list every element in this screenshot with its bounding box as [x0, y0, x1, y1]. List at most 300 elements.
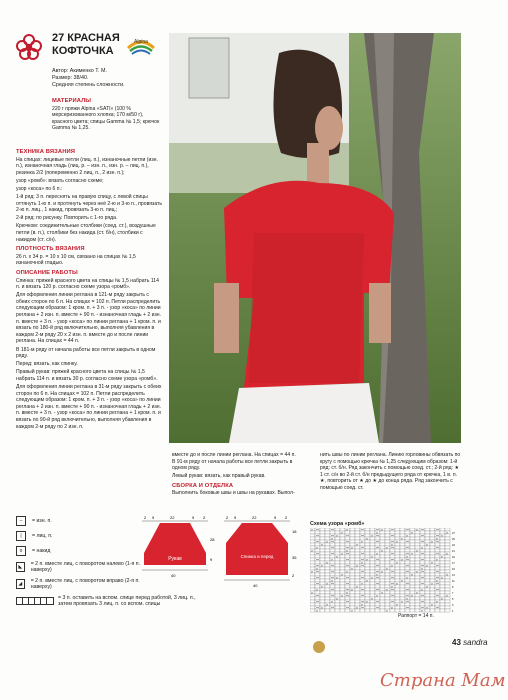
chart-cell [435, 585, 440, 588]
chart-cell [375, 552, 380, 558]
yarnover-mark: o [381, 528, 383, 532]
chart-cell [385, 600, 390, 603]
chart-cell [345, 585, 350, 588]
chart-cell [380, 528, 385, 534]
chart-cell [350, 597, 355, 600]
chart-cell [340, 546, 345, 549]
chart-cell [440, 591, 445, 594]
chart-cell [335, 531, 340, 534]
yarnover-mark: o [381, 570, 383, 574]
chart-cell [360, 582, 365, 588]
chart-cell [425, 555, 430, 558]
row-number: 27 [452, 532, 455, 535]
chart-cell [400, 543, 405, 546]
chart-cell [430, 549, 435, 552]
chart-cell [365, 600, 370, 606]
chart-cell [385, 597, 390, 600]
chart-cell [315, 546, 320, 552]
yarnover-mark: o [311, 570, 313, 574]
chart-cell [400, 564, 405, 567]
legend-row-yarnover: o = накид [16, 543, 206, 558]
chart-cell [360, 573, 365, 576]
chart-cell [370, 549, 375, 552]
chart-cell [380, 561, 385, 564]
chart-cell [385, 561, 390, 564]
chart-cell [335, 609, 340, 612]
difficulty: Средняя степень сложности. [52, 82, 125, 88]
chart-cell [335, 549, 340, 552]
chart-cell [400, 594, 405, 597]
row-number: 13 [452, 574, 455, 577]
chart-cell [380, 534, 385, 537]
chart-cell [430, 540, 435, 546]
chart-cell [340, 582, 345, 585]
chart-cell [310, 591, 315, 597]
chart-cell [345, 609, 350, 612]
technique-text-2: узор «ромб»: вязать согласно схеме; [16, 177, 104, 184]
row-number: 1 [452, 610, 454, 613]
assembly-text: Выполнить боковые швы и швы на рукавах. Выпол- [172, 490, 295, 497]
chart-cell [400, 537, 405, 543]
yarnover-mark: o [396, 582, 398, 586]
chart-cell [325, 534, 330, 537]
yarnover-mark: o [381, 549, 383, 553]
materials-section [52, 95, 164, 133]
chart-cell [325, 555, 330, 558]
chart-cell [410, 558, 415, 561]
chart-cell [425, 600, 430, 603]
chart-cell [315, 543, 320, 546]
chart-cell [385, 576, 390, 579]
chart-cell [400, 609, 405, 612]
chart-cell [445, 564, 450, 567]
chart-cell [340, 573, 345, 579]
yarnover-mark: o [416, 570, 418, 574]
left-column [16, 146, 164, 432]
chart-cell [355, 534, 360, 537]
yarnover-mark: o [321, 543, 323, 547]
chart-cell [395, 537, 400, 540]
chart-cell [380, 579, 385, 582]
chart-cell [405, 561, 410, 564]
chart-cell [350, 603, 355, 606]
chart-cell [410, 549, 415, 552]
chart-cell [330, 597, 335, 600]
chart-cell [410, 528, 415, 531]
chart-cell [435, 591, 440, 594]
chart-cell [445, 552, 450, 558]
chart-cell [320, 564, 325, 570]
chart-cell [370, 588, 375, 591]
chart-cell [310, 609, 315, 612]
chart-cell [430, 576, 435, 579]
yarnover-mark: o [351, 567, 353, 571]
chart-cell [335, 552, 340, 555]
yarnover-mark: o [431, 561, 433, 565]
chart-cell [340, 531, 345, 537]
chart-cell [405, 531, 410, 534]
chart-cell [410, 561, 415, 564]
chart-cell [365, 534, 370, 537]
chart-cell [415, 603, 420, 606]
chart-cell [430, 582, 435, 588]
chart-cell [435, 555, 440, 558]
chart-cell [400, 528, 405, 531]
row-number: 23 [452, 544, 455, 547]
chart-cell [335, 588, 340, 591]
materials-text: 220 г пряжи Alpina «SATI» (100 % мерсеризованного хлопка; 170 м/50 г), красного цвета; спицы Gamma № 1,5; крючок Gamma № 1,25. [52, 105, 160, 132]
chart-cell [420, 531, 425, 534]
chart-cell [370, 564, 375, 567]
svg-text:40: 40 [253, 583, 258, 588]
chart-cell [340, 552, 345, 558]
watermark: Страна Мам [380, 670, 506, 691]
chart-cell [385, 540, 390, 543]
chart-cell [375, 543, 380, 546]
meta-info [52, 68, 162, 89]
chart-cell [340, 564, 345, 567]
chart-cell [355, 570, 360, 573]
yarnover-mark: o [436, 558, 438, 562]
chart-cell [360, 537, 365, 540]
chart-cell [325, 537, 330, 540]
chart-cell [395, 588, 400, 591]
yarnover-mark: o [376, 531, 378, 535]
purl-symbol-icon: – [16, 516, 26, 526]
chart-cell [410, 591, 415, 594]
chart-cell [390, 564, 395, 570]
chart-cell [400, 570, 405, 573]
chart-cell [370, 594, 375, 597]
chart-cell [315, 585, 320, 588]
yarnover-mark: o [416, 549, 418, 553]
row-number: 3 [452, 604, 454, 607]
mid-text-1: вместе до и после линии реглана. На спицах = 44 п. В 91-м ряду от начала работы все петли закрыть в одном ряду. [172, 452, 296, 472]
chart-cell [410, 588, 415, 591]
chart-cell [325, 588, 330, 591]
chart-cell [380, 606, 385, 609]
chart-cell [355, 600, 360, 603]
chart-cell [430, 534, 435, 537]
yarnover-mark: o [421, 609, 423, 613]
chart-cell [415, 567, 420, 570]
chart-cell [360, 549, 365, 552]
chart-cell [435, 543, 440, 546]
yarnover-mark: o [441, 534, 443, 538]
chart-cell [415, 585, 420, 588]
chart-cell [430, 567, 435, 570]
chart-cell [370, 573, 375, 576]
chart-cell [440, 567, 445, 570]
chart-cell [385, 582, 390, 585]
chart-cell [310, 579, 315, 582]
chart-cell [340, 594, 345, 600]
chart-cell [370, 591, 375, 594]
chart-cell [315, 588, 320, 594]
yarnover-mark: o [356, 543, 358, 547]
chart-cell [355, 591, 360, 594]
chart-cell [320, 597, 325, 600]
chart-cell [325, 540, 330, 546]
density-text: 26 п. x 34 р. = 10 x 10 см, связано на спицах № 1,5 изнаночной гладью. [16, 253, 136, 267]
chart-cell [315, 597, 320, 600]
chart-cell [330, 573, 335, 576]
chart-cell [405, 549, 410, 552]
chart-cell [335, 591, 340, 594]
chart-cell [425, 540, 430, 543]
chart-cell [310, 570, 315, 576]
chart-cell [325, 546, 330, 549]
yarnover-mark: o [391, 606, 393, 610]
chart-cell [340, 588, 345, 591]
chart-cell [335, 576, 340, 582]
chart-cell [420, 603, 425, 606]
chart-cell [415, 588, 420, 591]
chart-cell [365, 579, 370, 585]
chart-cell [375, 609, 380, 612]
decorative-dot [313, 641, 325, 653]
chart-cell [340, 543, 345, 546]
chart-cell [445, 594, 450, 600]
pattern-chart-title: Схема узора «ромб» [310, 521, 365, 527]
chart-cell [440, 603, 445, 606]
chart-cell [385, 567, 390, 573]
yarnover-mark: o [426, 606, 428, 610]
chart-cell [390, 537, 395, 540]
yarnover-mark: o [406, 597, 408, 601]
chart-cell [430, 546, 435, 549]
chart-cell [445, 561, 450, 564]
yarnover-mark: o [321, 585, 323, 589]
chart-cell [375, 579, 380, 582]
chart-cell [320, 561, 325, 564]
chart-cell [430, 528, 435, 531]
finishing-text: нить швы по линии реглана. Линию горловины обвязать по кругу с помощью крючка № 1,25 следующим образом: 1-й ряд: ст. б/н. Ряд закончить с помощью соед. ст.; 2-й ряд: ★ 1 ст. с/н во 2-й ст. б/н предыдущего ряда от крючка, 1 в. п. ★, повторить от ★ до ★ до конца ряда. Ряд закончить с помощью соед. ст. [320, 452, 461, 491]
yarnover-mark: o [401, 579, 403, 583]
yarnover-mark: o [436, 600, 438, 604]
chart-cell [365, 552, 370, 555]
yarnover-mark: o [371, 576, 373, 580]
chart-cell [380, 564, 385, 567]
chart-cell [370, 543, 375, 546]
chart-cell [385, 528, 390, 531]
yarnover-mark: o [331, 558, 333, 562]
chart-cell [310, 600, 315, 603]
yarnover-mark: o [406, 555, 408, 559]
chart-cell [410, 537, 415, 540]
yarnover-mark: o [331, 600, 333, 604]
legend-row-cable: = 3 п. оставить на вспом. спице перед работой, 3 лиц. п., затем провязать 3 лиц. п. со вспом. спицы [16, 592, 206, 609]
chart-cell [365, 585, 370, 588]
chart-cell [395, 597, 400, 600]
chart-cell [425, 603, 430, 606]
yarnover-mark: o [401, 600, 403, 604]
chart-cell [400, 600, 405, 606]
chart-cell [415, 570, 420, 576]
chart-cell [340, 603, 345, 606]
chart-cell [310, 582, 315, 585]
chart-cell [385, 534, 390, 537]
yarnover-mark: o [431, 603, 433, 607]
chart-grid [310, 528, 450, 613]
chart-cell [345, 543, 350, 546]
chart-cell [445, 531, 450, 537]
chart-cell [325, 594, 330, 597]
chart-cell [310, 528, 315, 534]
chart-cell [440, 531, 445, 534]
chart-cell [400, 579, 405, 585]
row-number: 17 [452, 562, 455, 565]
yarnover-mark: o [386, 609, 388, 613]
chart-cell [385, 543, 390, 546]
yarnover-mark: o [331, 579, 333, 583]
chart-cell [365, 594, 370, 597]
svg-text:9: 9 [234, 515, 237, 520]
chart-cell [355, 603, 360, 606]
chart-cell [375, 537, 380, 540]
chart-cell [325, 603, 330, 609]
yarnover-mark: o [376, 594, 378, 598]
chart-cell [365, 531, 370, 534]
chart-cell [385, 573, 390, 576]
magazine-name: sandra [463, 638, 488, 647]
chart-cell [440, 534, 445, 540]
chart-cell [415, 543, 420, 546]
chart-cell [355, 597, 360, 600]
chart-cell [315, 573, 320, 576]
chart-cell [395, 531, 400, 534]
chart-cell [335, 528, 340, 531]
chart-cell [420, 588, 425, 594]
chart-cell [430, 531, 435, 534]
chart-cell [340, 561, 345, 564]
chart-cell [370, 576, 375, 582]
chart-cell [310, 543, 315, 546]
chart-cell [405, 543, 410, 546]
chart-cell [355, 606, 360, 612]
yarnover-mark: o [371, 534, 373, 538]
chart-cell [400, 606, 405, 609]
yarnover-mark: o [406, 534, 408, 538]
chart-cell [355, 576, 360, 579]
chart-cell [440, 570, 445, 573]
chart-cell [415, 606, 420, 609]
row-number: 9 [452, 586, 454, 589]
row-number: 11 [452, 580, 455, 583]
chart-cell [320, 552, 325, 555]
chart-cell [310, 564, 315, 567]
yarnover-mark: o [386, 567, 388, 571]
chart-cell [355, 564, 360, 570]
chart-cell [350, 528, 355, 531]
chart-cell [400, 573, 405, 576]
right-decrease-symbol-icon: ◢ [16, 579, 25, 589]
chart-cell [390, 549, 395, 552]
chart-cell [340, 585, 345, 588]
chart-cell [310, 558, 315, 561]
author: Автор: Акименко Т. М. [52, 68, 107, 74]
chart-cell [355, 552, 360, 555]
chart-cell [355, 555, 360, 558]
chart-cell [445, 528, 450, 531]
chart-cell [320, 549, 325, 552]
chart-cell [310, 588, 315, 591]
chart-cell [375, 567, 380, 570]
chart-cell [415, 579, 420, 582]
chart-cell [410, 564, 415, 567]
chart-cell [415, 555, 420, 558]
yarnover-mark: o [366, 537, 368, 541]
chart-cell [340, 600, 345, 603]
chart-cell [445, 537, 450, 540]
chart-cell [410, 540, 415, 543]
yarnover-mark: o [416, 528, 418, 532]
chart-cell [395, 576, 400, 579]
cable-symbol-icon [16, 597, 54, 605]
yarnover-mark: o [346, 591, 348, 595]
chart-cell [410, 603, 415, 606]
chart-cell [380, 537, 385, 540]
chart-cell [360, 597, 365, 600]
chart-cell [400, 531, 405, 534]
chart-cell [405, 591, 410, 594]
chart-cell [335, 555, 340, 561]
chart-cell [445, 588, 450, 591]
yarnover-mark: o [386, 546, 388, 550]
chart-cell [415, 537, 420, 540]
chart-cell [345, 528, 350, 534]
chart-cell [395, 570, 400, 573]
chart-cell [425, 534, 430, 537]
chart-cell [365, 591, 370, 594]
yarnover-mark: o [321, 564, 323, 568]
chart-cell [415, 600, 420, 603]
chart-cell [425, 531, 430, 534]
chart-cell [380, 603, 385, 606]
svg-text:40: 40 [171, 573, 176, 578]
chart-cell [335, 585, 340, 588]
chart-cell [385, 564, 390, 567]
yarnover-mark: o [431, 540, 433, 544]
chart-cell [440, 609, 445, 612]
chart-cell [405, 567, 410, 570]
sleeve-schematic [140, 513, 218, 583]
chart-cell [325, 558, 330, 561]
chart-cell [365, 597, 370, 600]
chart-cell [345, 561, 350, 564]
chart-cell [415, 546, 420, 549]
chart-cell [365, 549, 370, 552]
yarnover-mark: o [376, 573, 378, 577]
yarnover-mark: o [371, 555, 373, 559]
chart-cell [320, 531, 325, 534]
chart-cell [350, 600, 355, 603]
chart-cell [330, 558, 335, 564]
chart-cell [365, 567, 370, 570]
chart-cell [375, 561, 380, 564]
chart-cell [310, 534, 315, 537]
left-sleeve-text: Левый рукав: вязать, как правый рукав. [172, 473, 266, 480]
row-number: 5 [452, 598, 454, 601]
chart-cell [410, 609, 415, 612]
chart-cell [365, 564, 370, 567]
chart-cell [400, 546, 405, 549]
chart-cell [330, 609, 335, 612]
chart-cell [310, 597, 315, 600]
yarnover-mark: o [421, 546, 423, 550]
chart-cell [365, 570, 370, 573]
chart-cell [420, 597, 425, 600]
